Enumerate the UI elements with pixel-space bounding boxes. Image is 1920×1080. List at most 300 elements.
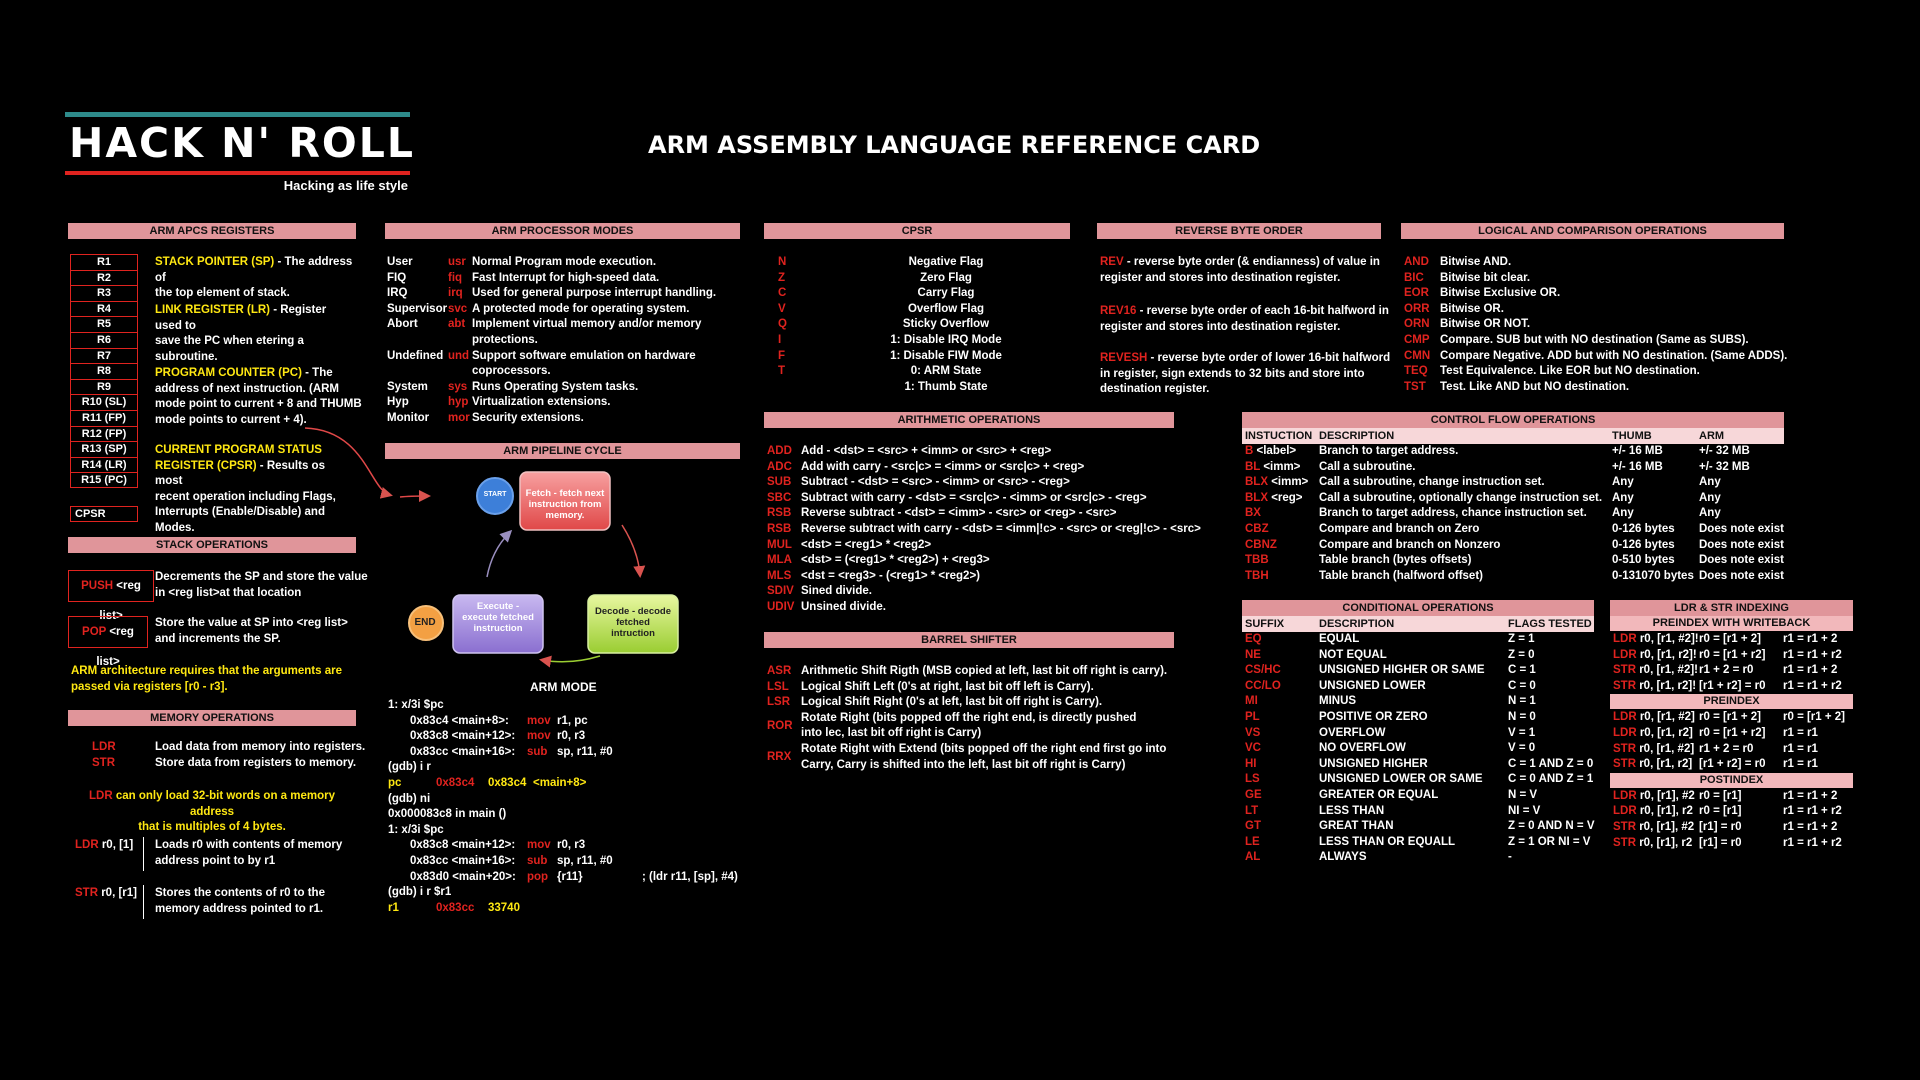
cpsr-desc: Sticky Overflow	[902, 318, 990, 331]
stack-note: ARM architecture requires that the arguments are passed via registers [r0 - r3].	[71, 665, 342, 693]
arith-row	[767, 506, 1172, 522]
control-desc: Call a subroutine, optionally change instruction set.	[1319, 491, 1603, 504]
logical-op: AND	[1404, 256, 1429, 268]
logical-row	[1404, 364, 1784, 380]
cpsr-desc: 0: ARM State	[910, 365, 982, 378]
mode-abbr: usr	[448, 256, 466, 268]
ldrstr-row	[1613, 632, 1853, 648]
cpsr-flag: I	[778, 334, 782, 346]
ldrstr-row	[1613, 742, 1853, 758]
conditional-suffix: AL	[1245, 851, 1261, 864]
barrel-op: RRX	[767, 750, 792, 763]
cpsr-row	[766, 302, 1066, 318]
ldrstr-wb: r1 = r1 + 2	[1783, 633, 1838, 645]
mode-row	[387, 271, 737, 287]
memory-ops: LDR Load data from memory into registers. STR Store data from registers to memory.	[92, 741, 366, 769]
conditional-row	[1245, 710, 1595, 726]
ldrstr-args: r0, [r1, #2]!	[1636, 633, 1699, 645]
conditional-desc: MINUS	[1319, 695, 1357, 708]
armmode-val: 0x83cc	[436, 901, 475, 914]
register-11: R12 (FP)	[70, 426, 138, 442]
logical-row	[1404, 317, 1784, 333]
ldrstr-op: STR	[1613, 836, 1636, 849]
control-instr	[1245, 460, 1300, 476]
control-arg: <imm>	[1260, 460, 1301, 473]
armmode-addr: 0x83cc <main+16>:	[410, 745, 516, 758]
ldrstr-instr	[1613, 742, 1694, 758]
ldrstr-args: r0, [r1, r2]	[1636, 758, 1693, 771]
arith-op: MLS	[767, 569, 792, 582]
logical-op: CMP	[1404, 334, 1430, 346]
mode-row	[387, 349, 737, 365]
conditional-flags: N = V	[1508, 789, 1538, 801]
control-desc: Table branch (halfword offset)	[1319, 569, 1483, 582]
control-desc: Branch to target address, chance instruction set.	[1319, 507, 1587, 520]
memory-heading: MEMORY OPERATIONS	[68, 710, 356, 726]
ldrstr-args: r0, [r1], #2	[1636, 821, 1695, 833]
conditional-row	[1245, 788, 1595, 804]
ldrstr-instr	[1613, 663, 1698, 679]
ldrstr-row	[1613, 726, 1853, 742]
control-row	[1245, 569, 1785, 585]
cpsr-flag: V	[778, 302, 786, 315]
pipeline-arrow-sp-start	[400, 496, 428, 497]
ldrstr-instr	[1613, 789, 1695, 805]
conditional-suffix: LT	[1245, 804, 1259, 817]
control-op: CBZ	[1245, 523, 1269, 535]
cpsr-desc: 1: Disable FIW Mode	[890, 349, 1002, 362]
logical-desc: Bitwise AND.	[1440, 256, 1512, 268]
reverse-rev16: REV16 - reverse byte order of each 16-bit halfword in register and stores into destination register.	[1100, 305, 1389, 333]
mode-desc: Used for general purpose interrupt handling.	[472, 287, 717, 300]
ldrstr-args: r0, [r1, #2]	[1636, 742, 1695, 755]
pipeline-arrow-decode-execute	[542, 656, 600, 662]
modes-heading: ARM PROCESSOR MODES	[385, 223, 740, 239]
armmode-line	[388, 760, 748, 776]
armmode-val: 0x83c4	[436, 777, 475, 789]
ldrstr-effect: [r1] = r0	[1699, 821, 1742, 833]
conditional-row	[1245, 772, 1595, 788]
conditional-suffix: NE	[1245, 648, 1261, 661]
barrel-op: LSR	[767, 696, 790, 709]
mode-abbr: hyp	[448, 396, 469, 409]
ldrstr-row	[1613, 804, 1853, 820]
control-row	[1245, 522, 1785, 538]
control-row	[1245, 460, 1785, 476]
conditional-flags: N = 1	[1508, 695, 1536, 708]
control-arm: Does note exist	[1699, 554, 1784, 567]
logical-desc: Test. Like AND but NO destination.	[1440, 380, 1630, 393]
register-6: R7	[70, 348, 138, 364]
register-3: R4	[70, 301, 138, 317]
cpsr-row	[766, 255, 1066, 271]
arith-row	[767, 584, 1172, 600]
register-14: R15 (PC)	[70, 472, 138, 488]
cpsr-row	[766, 271, 1066, 287]
conditional-row	[1245, 679, 1595, 695]
armmode-text: 1: x/3i $pc	[388, 699, 444, 711]
mode-name: Supervisor	[387, 302, 448, 315]
barrel-desc: Rotate Right with Extend (bits popped off the right end first go into	[801, 743, 1167, 755]
conditional-row	[1245, 835, 1595, 851]
note-sp: STACK POINTER (SP) - The address of the top element of stack.	[155, 256, 353, 300]
control-row	[1245, 553, 1785, 569]
conditional-flags: NI = V	[1508, 804, 1541, 817]
control-arm: Any	[1699, 476, 1721, 489]
mode-abbr: sys	[448, 380, 468, 393]
ldrstr-args: r0, [r1, #2]	[1636, 711, 1695, 724]
ldrstr-args: r0, [r1, #2]!	[1636, 664, 1698, 677]
conditional-desc: EQUAL	[1319, 633, 1360, 645]
control-arg: <label>	[1253, 445, 1297, 457]
ldrstr-wb: r1 = r1 + r2	[1783, 679, 1842, 692]
conditional-desc: POSITIVE OR ZERO	[1319, 711, 1428, 723]
arith-op: ADD	[767, 445, 792, 457]
logo-tagline: Hacking as life style	[283, 178, 408, 193]
mode-desc: Fast Interrupt for high-speed data.	[472, 271, 660, 284]
ldrstr-args: r0, [r1], #2	[1636, 789, 1695, 802]
arith-row	[767, 460, 1172, 476]
conditional-flags: Z = 1 OR NI = V	[1508, 835, 1591, 848]
ldrstr-row	[1613, 679, 1853, 695]
logical-row	[1404, 302, 1784, 318]
ldrstr-effect: [r1] = r0	[1699, 836, 1742, 849]
ldrstr-args: r0, [r1, r2]	[1636, 727, 1693, 739]
ldrstr-args: r0, [r1, r2]!	[1636, 648, 1697, 661]
control-op: BLX	[1245, 476, 1268, 489]
conditional-row	[1245, 850, 1595, 866]
mode-name: System	[387, 380, 428, 393]
control-heading: CONTROL FLOW OPERATIONS	[1242, 412, 1784, 428]
mode-desc: Virtualization extensions.	[472, 396, 611, 409]
ldrstr-instr	[1613, 757, 1692, 773]
ldrstr-op: STR	[1613, 821, 1636, 833]
arith-row	[767, 600, 1172, 616]
arith-row	[767, 553, 1172, 569]
cpsr-flag: N	[778, 256, 787, 268]
arith-op: ADC	[767, 460, 792, 473]
logical-op: EOR	[1404, 287, 1429, 300]
conditional-flags: C = 0 AND Z = 1	[1508, 773, 1594, 786]
mode-desc-cont: coprocessors.	[472, 365, 551, 378]
armmode-text: (gdb) ni	[388, 792, 431, 805]
barrel-op: ASR	[767, 665, 792, 677]
ldrstr-group-title: PREINDEX	[1610, 694, 1853, 709]
arith-op: MUL	[767, 538, 792, 551]
str-divider	[143, 885, 144, 919]
armmode-op: sub	[527, 745, 548, 758]
armmode-comment: ; (ldr r11, [sp], #4)	[642, 870, 738, 883]
ldrstr-effect: r0 = [r1 + 2]	[1699, 711, 1762, 724]
mode-abbr: und	[448, 349, 470, 362]
cpsr-desc: Negative Flag	[908, 256, 984, 268]
arith-desc: <dst> = (<reg1> * <reg2>) + <reg3>	[801, 554, 990, 567]
armmode-line	[388, 870, 748, 886]
cpsr-desc: Zero Flag	[920, 271, 972, 284]
reverse-heading: REVERSE BYTE ORDER	[1097, 223, 1381, 239]
control-row	[1245, 475, 1785, 491]
apcs-heading: ARM APCS REGISTERS	[68, 223, 356, 239]
mode-name: IRQ	[387, 287, 408, 300]
control-arg: <imm>	[1268, 476, 1309, 489]
arith-desc: Add with carry - <src|c> = <imm> or <src|c> + <reg>	[801, 460, 1085, 473]
register-1: R2	[70, 270, 138, 286]
control-instr	[1245, 522, 1269, 538]
logical-row	[1404, 380, 1784, 396]
arith-desc: Subtract - <dst> = <src> - <imm> or <src> - <reg>	[801, 476, 1070, 489]
arith-op: UDIV	[767, 601, 795, 613]
barrel-desc: Rotate Right (bits popped off the right end, is directly pushed	[801, 711, 1137, 724]
mode-name: Monitor	[387, 412, 430, 424]
control-thumb: Any	[1612, 491, 1634, 504]
register-5: R6	[70, 332, 138, 348]
conditional-suffix: LE	[1245, 835, 1260, 848]
mode-name: Undefined	[387, 349, 444, 362]
mode-abbr: svc	[448, 302, 468, 315]
str-example-desc: Stores the contents of r0 to the memory address pointed to r1.	[155, 887, 325, 915]
conditional-suffix: VC	[1245, 742, 1261, 755]
armmode-addr: 0x83c8 <main+12>:	[410, 839, 516, 852]
ldrstr-instr	[1613, 836, 1692, 852]
armmode-args: r0, r3	[557, 730, 586, 743]
control-op: B	[1245, 445, 1254, 457]
mode-abbr: abt	[448, 318, 466, 331]
conditional-desc: UNSIGNED LOWER OR SAME	[1319, 773, 1483, 786]
ldrstr-op: STR	[1613, 679, 1636, 692]
ldrstr-row	[1613, 789, 1853, 805]
ldrstr-effect: [r1 + r2] = r0	[1699, 679, 1766, 692]
pipeline-start-label: START	[483, 491, 507, 498]
conditional-flags: V = 1	[1508, 726, 1536, 739]
ldrstr-op: STR	[1613, 742, 1636, 755]
mode-row	[387, 286, 737, 302]
logical-desc: Bitwise OR NOT.	[1440, 318, 1531, 331]
control-desc: Call a subroutine.	[1319, 460, 1416, 473]
logical-row	[1404, 271, 1784, 287]
mode-abbr: fiq	[448, 271, 463, 284]
register-13: R14 (LR)	[70, 457, 138, 473]
str-example: STR r0, [r1]	[75, 887, 137, 899]
armmode-heading: ARM MODE	[530, 680, 597, 694]
ldrstr-effect: r1 + 2 = r0	[1699, 742, 1754, 755]
conditional-row	[1245, 741, 1595, 757]
pipeline-arrow-fetch-decode	[622, 525, 640, 575]
mode-desc: Normal Program mode execution.	[472, 256, 657, 268]
ldrstr-effect: r1 + 2 = r0	[1699, 664, 1754, 677]
control-arm: +/- 32 MB	[1699, 460, 1750, 473]
cpsr-row	[766, 317, 1066, 333]
control-op: BX	[1245, 507, 1261, 520]
armmode-line	[388, 807, 748, 823]
control-table-header: INSTUCTION DESCRIPTION THUMB ARM	[1242, 428, 1784, 444]
ldrstr-instr	[1613, 632, 1699, 648]
barrel-desc-cont: Carry, Carry is shifted into the left, last bit off right is Carry)	[801, 758, 1126, 771]
register-9: R10 (SL)	[70, 394, 138, 410]
conditional-flags: C = 1 AND Z = 0	[1508, 757, 1594, 770]
ldrstr-heading: LDR & STR INDEXING	[1610, 600, 1853, 616]
armmode-line	[388, 838, 748, 854]
cpsr-desc: Overflow Flag	[907, 302, 985, 315]
control-row	[1245, 491, 1785, 507]
arith-row	[767, 491, 1172, 507]
control-desc: Call a subroutine, change instruction set.	[1319, 476, 1545, 489]
conditional-desc: LESS THAN	[1319, 804, 1385, 817]
conditional-flags: C = 1	[1508, 664, 1536, 677]
ldrstr-wb: r1 = r1 + r2	[1783, 805, 1842, 818]
conditional-suffix: CS/HC	[1245, 664, 1281, 677]
conditional-desc: OVERFLOW	[1319, 726, 1386, 739]
armmode-reg: r1	[388, 901, 399, 914]
ldr-example-desc: Loads r0 with contents of memory address point to by r1	[155, 839, 343, 867]
conditional-suffix: HI	[1245, 757, 1257, 770]
ldrstr-op: STR	[1613, 664, 1636, 677]
control-op: TBB	[1245, 554, 1269, 567]
logical-desc: Test Equivalence. Like EOR but NO destination.	[1440, 365, 1700, 378]
armmode-text: 0x000083c8 in main ()	[388, 808, 507, 821]
logical-op: ORR	[1404, 302, 1430, 315]
armmode-line	[388, 745, 748, 761]
conditional-row	[1245, 726, 1595, 742]
cpsr-row	[766, 333, 1066, 349]
cpsr-row	[766, 349, 1066, 365]
armmode-op: sub	[527, 855, 548, 867]
ldrstr-op: LDR	[1613, 789, 1637, 802]
control-thumb: Any	[1612, 476, 1634, 489]
logo	[65, 112, 415, 196]
pipeline-end-label: END	[414, 617, 436, 628]
armmode-line	[388, 776, 748, 792]
page-title: ARM ASSEMBLY LANGUAGE REFERENCE CARD	[648, 131, 1261, 159]
armmode-val2: 0x83c4	[488, 777, 527, 789]
logical-row	[1404, 255, 1784, 271]
mode-name: FIQ	[387, 271, 407, 284]
cpsr-row	[766, 364, 1066, 380]
logical-desc: Compare. SUB but with NO destination (Same as SUBS).	[1440, 334, 1749, 346]
ldrstr-instr	[1613, 710, 1695, 726]
armmode-text: (gdb) i r	[388, 761, 431, 774]
conditional-row	[1245, 757, 1595, 773]
logo-text: HACK N' ROLL	[69, 119, 415, 167]
arith-row	[767, 522, 1201, 538]
logical-op: TEQ	[1404, 365, 1428, 378]
conditional-desc: GREAT THAN	[1319, 820, 1394, 833]
arith-desc: Reverse subtract - <dst> = <imm> - <src> or <reg> - <src>	[801, 507, 1117, 520]
pipeline-heading: ARM PIPELINE CYCLE	[385, 443, 740, 459]
pop-box: POP <reg list>	[68, 616, 148, 648]
mode-abbr: irq	[448, 287, 463, 300]
control-thumb: +/- 16 MB	[1612, 460, 1663, 473]
stack-heading: STACK OPERATIONS	[68, 537, 356, 553]
arith-row	[767, 444, 1172, 460]
barrel-desc: Logical Shift Right (0's at left, last bit off right is Carry).	[801, 696, 1103, 709]
arith-row	[767, 538, 1172, 554]
ldrstr-effect: r0 = [r1]	[1699, 805, 1742, 818]
ldrstr-op: LDR	[1613, 805, 1637, 818]
logical-row	[1404, 333, 1784, 349]
conditional-desc: UNSIGNED HIGHER	[1319, 757, 1428, 770]
control-instr	[1245, 491, 1303, 507]
register-10: R11 (FP)	[70, 410, 138, 426]
logical-row	[1404, 349, 1788, 365]
conditional-row	[1245, 632, 1595, 648]
cpsr-flag: T	[778, 365, 786, 378]
ldr-example: LDR r0, [1]	[75, 839, 134, 851]
ldrstr-op: LDR	[1613, 711, 1637, 724]
control-thumb: Any	[1612, 507, 1634, 520]
control-row	[1245, 506, 1785, 522]
conditional-row	[1245, 804, 1595, 820]
ldr-divider	[143, 837, 144, 871]
control-op: TBH	[1245, 569, 1269, 582]
control-instr	[1245, 475, 1308, 491]
conditional-flags: Z = 0 AND N = V	[1508, 820, 1595, 833]
ldrstr-row	[1613, 710, 1853, 726]
reverse-rev: REV - reverse byte order (& endianness) of value in register and stores into destination register.	[1100, 256, 1380, 284]
ldrstr-row	[1613, 820, 1853, 836]
ldrstr-instr	[1613, 726, 1693, 742]
ldrstr-op: LDR	[1613, 727, 1637, 739]
arith-op: SBC	[767, 491, 792, 504]
ldrstr-wb: r1 = r1 + 2	[1783, 664, 1838, 677]
control-instr	[1245, 506, 1261, 522]
reverse-revesh: REVESH - reverse byte order of lower 16-bit halfword in register, sign extends to 32 bits and store into destination register.	[1100, 352, 1391, 396]
control-instr	[1245, 538, 1277, 554]
control-thumb: 0-131070 bytes	[1612, 569, 1694, 582]
pipeline-arrow-execute-fetch	[487, 532, 510, 577]
ldrstr-args: r0, [r1, r2]!	[1636, 679, 1697, 692]
conditional-desc: ALWAYS	[1319, 851, 1367, 864]
arith-op: SUB	[767, 476, 792, 489]
mode-row	[387, 380, 737, 396]
control-thumb: 0-126 bytes	[1612, 538, 1675, 551]
control-desc: Branch to target address.	[1319, 445, 1459, 457]
mode-desc: A protected mode for operating system.	[472, 302, 690, 315]
push-desc: Decrements the SP and store the value in <reg list>at that location	[155, 571, 368, 599]
armmode-op: pop	[527, 870, 549, 883]
cpsr-flag: Q	[778, 318, 787, 331]
ldrstr-group-title: POSTINDEX	[1610, 773, 1853, 788]
cpsr-flag: F	[778, 349, 786, 362]
mode-desc: Security extensions.	[472, 412, 584, 424]
ldrstr-op: LDR	[1613, 648, 1637, 661]
ldrstr-wb: r1 = r1 + 2	[1783, 821, 1838, 833]
ldrstr-wb: r0 = [r1 + 2]	[1783, 711, 1846, 724]
note-pc: PROGRAM COUNTER (PC) - The address of next instruction. (ARM mode point to current + 8 and THUMB mode points to current + 4).	[155, 367, 362, 426]
control-instr	[1245, 553, 1269, 569]
armmode-args: {r11}	[557, 870, 583, 883]
arith-heading: ARITHMETIC OPERATIONS	[764, 412, 1174, 428]
conditional-desc: UNSIGNED HIGHER OR SAME	[1319, 664, 1485, 677]
armmode-addr: 0x83d0 <main+20>:	[410, 870, 516, 883]
conditional-suffix: GE	[1245, 789, 1262, 801]
armmode-line	[388, 714, 748, 730]
control-arg: <reg>	[1268, 491, 1303, 504]
arith-op: RSB	[767, 507, 792, 520]
pipeline-execute-label: Execute - execute fetched instruction	[462, 601, 534, 634]
barrel-desc: Arithmetic Shift Rigth (MSB copied at left, last bit off right is carry).	[801, 665, 1168, 677]
control-row	[1245, 444, 1785, 460]
arith-row	[767, 569, 1172, 585]
ldrstr-args: r0, [r1], r2	[1636, 805, 1693, 818]
ldrstr-row	[1613, 836, 1853, 852]
mode-row	[387, 395, 737, 411]
mode-row	[387, 255, 737, 271]
arith-op: SDIV	[767, 585, 794, 598]
ldrstr-wb: r1 = r1 + r2	[1783, 648, 1842, 661]
armmode-args: r0, r3	[557, 839, 586, 852]
register-12: R13 (SP)	[70, 441, 138, 457]
ldrstr-effect: r0 = [r1]	[1699, 789, 1742, 802]
